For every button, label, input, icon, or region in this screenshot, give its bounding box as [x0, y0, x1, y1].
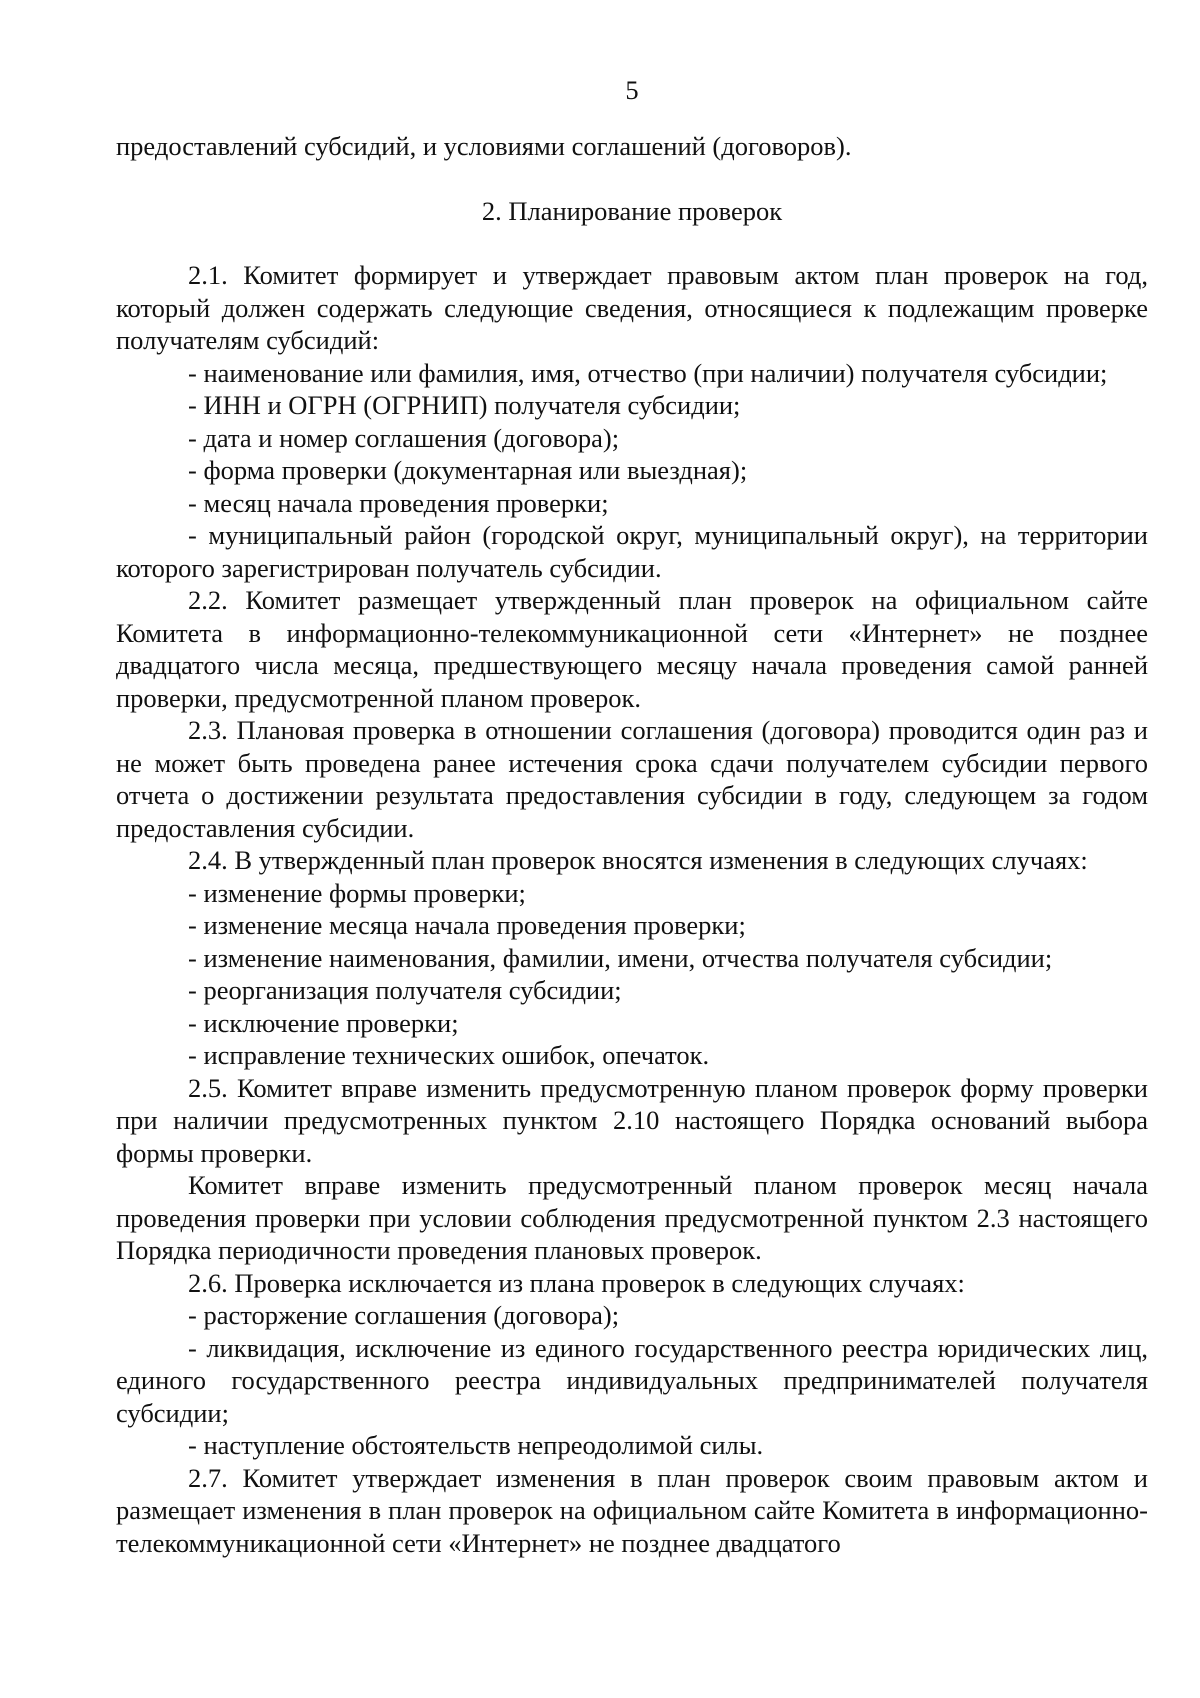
list-item-inn-ogrn: - ИНН и ОГРН (ОГРНИП) получателя субсидии; — [188, 390, 741, 420]
list-item-check-form: - форма проверки (документарная или выездная); — [188, 455, 748, 485]
list-item-change-form: - изменение формы проверки; — [188, 877, 526, 908]
list-item-liquidation: - ликвидация, исключение из единого государственного реестра юридических лиц, единого государственного реестра индивидуальных предпринимателей получателя субсидии; — [116, 1332, 1148, 1428]
paragraph-2-2: 2.2. Комитет размещает утвержденный план проверок на официальном сайте Комитета в информационно-телекоммуникационной сети «Интернет» не позднее двадцатого числа месяца, предшествующего месяцу начала проведения самой ранней проверки, предусмотренной планом проверок. — [116, 585, 1148, 713]
paragraph-2-3: 2.3. Плановая проверка в отношении соглашения (договора) проводится один раз и не может быть проведена ранее истечения срока сдачи получателем субсидии первого отчета о достижении результата предоставления субсидии в году, следующем за годом предоставления субсидии. — [116, 715, 1148, 843]
list-item-termination: - расторжение соглашения (договора); — [188, 1300, 620, 1330]
lead-paragraph: предоставлений субсидий, и условиями соглашений (договоров). — [116, 131, 852, 161]
list-item-agreement-date: - дата и номер соглашения (договора); — [188, 422, 620, 453]
section-heading: 2. Планирование проверок — [481, 195, 783, 226]
paragraph-2-5-second: Комитет вправе изменить предусмотренный планом проверок месяц начала проведения проверки при условии соблюдения предусмотренной пунктом 2.3 настоящего Порядка периодичности проведения плановых проверок. — [116, 1170, 1148, 1265]
list-item-start-month: - месяц начала проведения проверки; — [188, 487, 609, 518]
list-item-corrections: - исправление технических ошибок, опечаток. — [188, 1040, 710, 1070]
paragraph-2-1: 2.1. Комитет формирует и утверждает правовым актом план проверок на год, который должен содержать следующие сведения, относящиеся к подлежащим проверке получателям субсидий: — [116, 260, 1148, 355]
paragraph-2-7: 2.7. Комитет утверждает изменения в план проверок своим правовым актом и размещает изменения в план проверок на официальном сайте Комитета в информационно-телекоммуникационной сети «Интернет» не позднее двадцатого — [116, 1462, 1148, 1558]
list-item-name: - наименование или фамилия, имя, отчество (при наличии) получателя субсидии; — [188, 357, 1108, 388]
list-item-change-name: - изменение наименования, фамилии, имени, отчества получателя субсидии; — [188, 942, 1053, 973]
list-item-change-month: - изменение месяца начала проведения проверки; — [188, 910, 746, 940]
paragraph-2-4: 2.4. В утвержденный план проверок вносятся изменения в следующих случаях: — [188, 845, 1088, 875]
document-body — [116, 130, 1148, 1559]
paragraph-2-6: 2.6. Проверка исключается из плана проверок в следующих случаях: — [188, 1267, 965, 1298]
list-item-force-majeure: - наступление обстоятельств непреодолимой силы. — [188, 1430, 764, 1460]
list-item-municipality: - муниципальный район (городской округ, муниципальный округ), на территории которого зарегистрирован получатель субсидии. — [116, 520, 1148, 583]
paragraph-2-5: 2.5. Комитет вправе изменить предусмотренную планом проверок форму проверки при наличии предусмотренных пунктом 2.10 настоящего Порядка оснований выбора формы проверки. — [116, 1072, 1148, 1168]
page-number: 5 — [625, 75, 639, 105]
list-item-reorganization: - реорганизация получателя субсидии; — [188, 975, 622, 1005]
list-item-exclusion: - исключение проверки; — [188, 1007, 459, 1038]
